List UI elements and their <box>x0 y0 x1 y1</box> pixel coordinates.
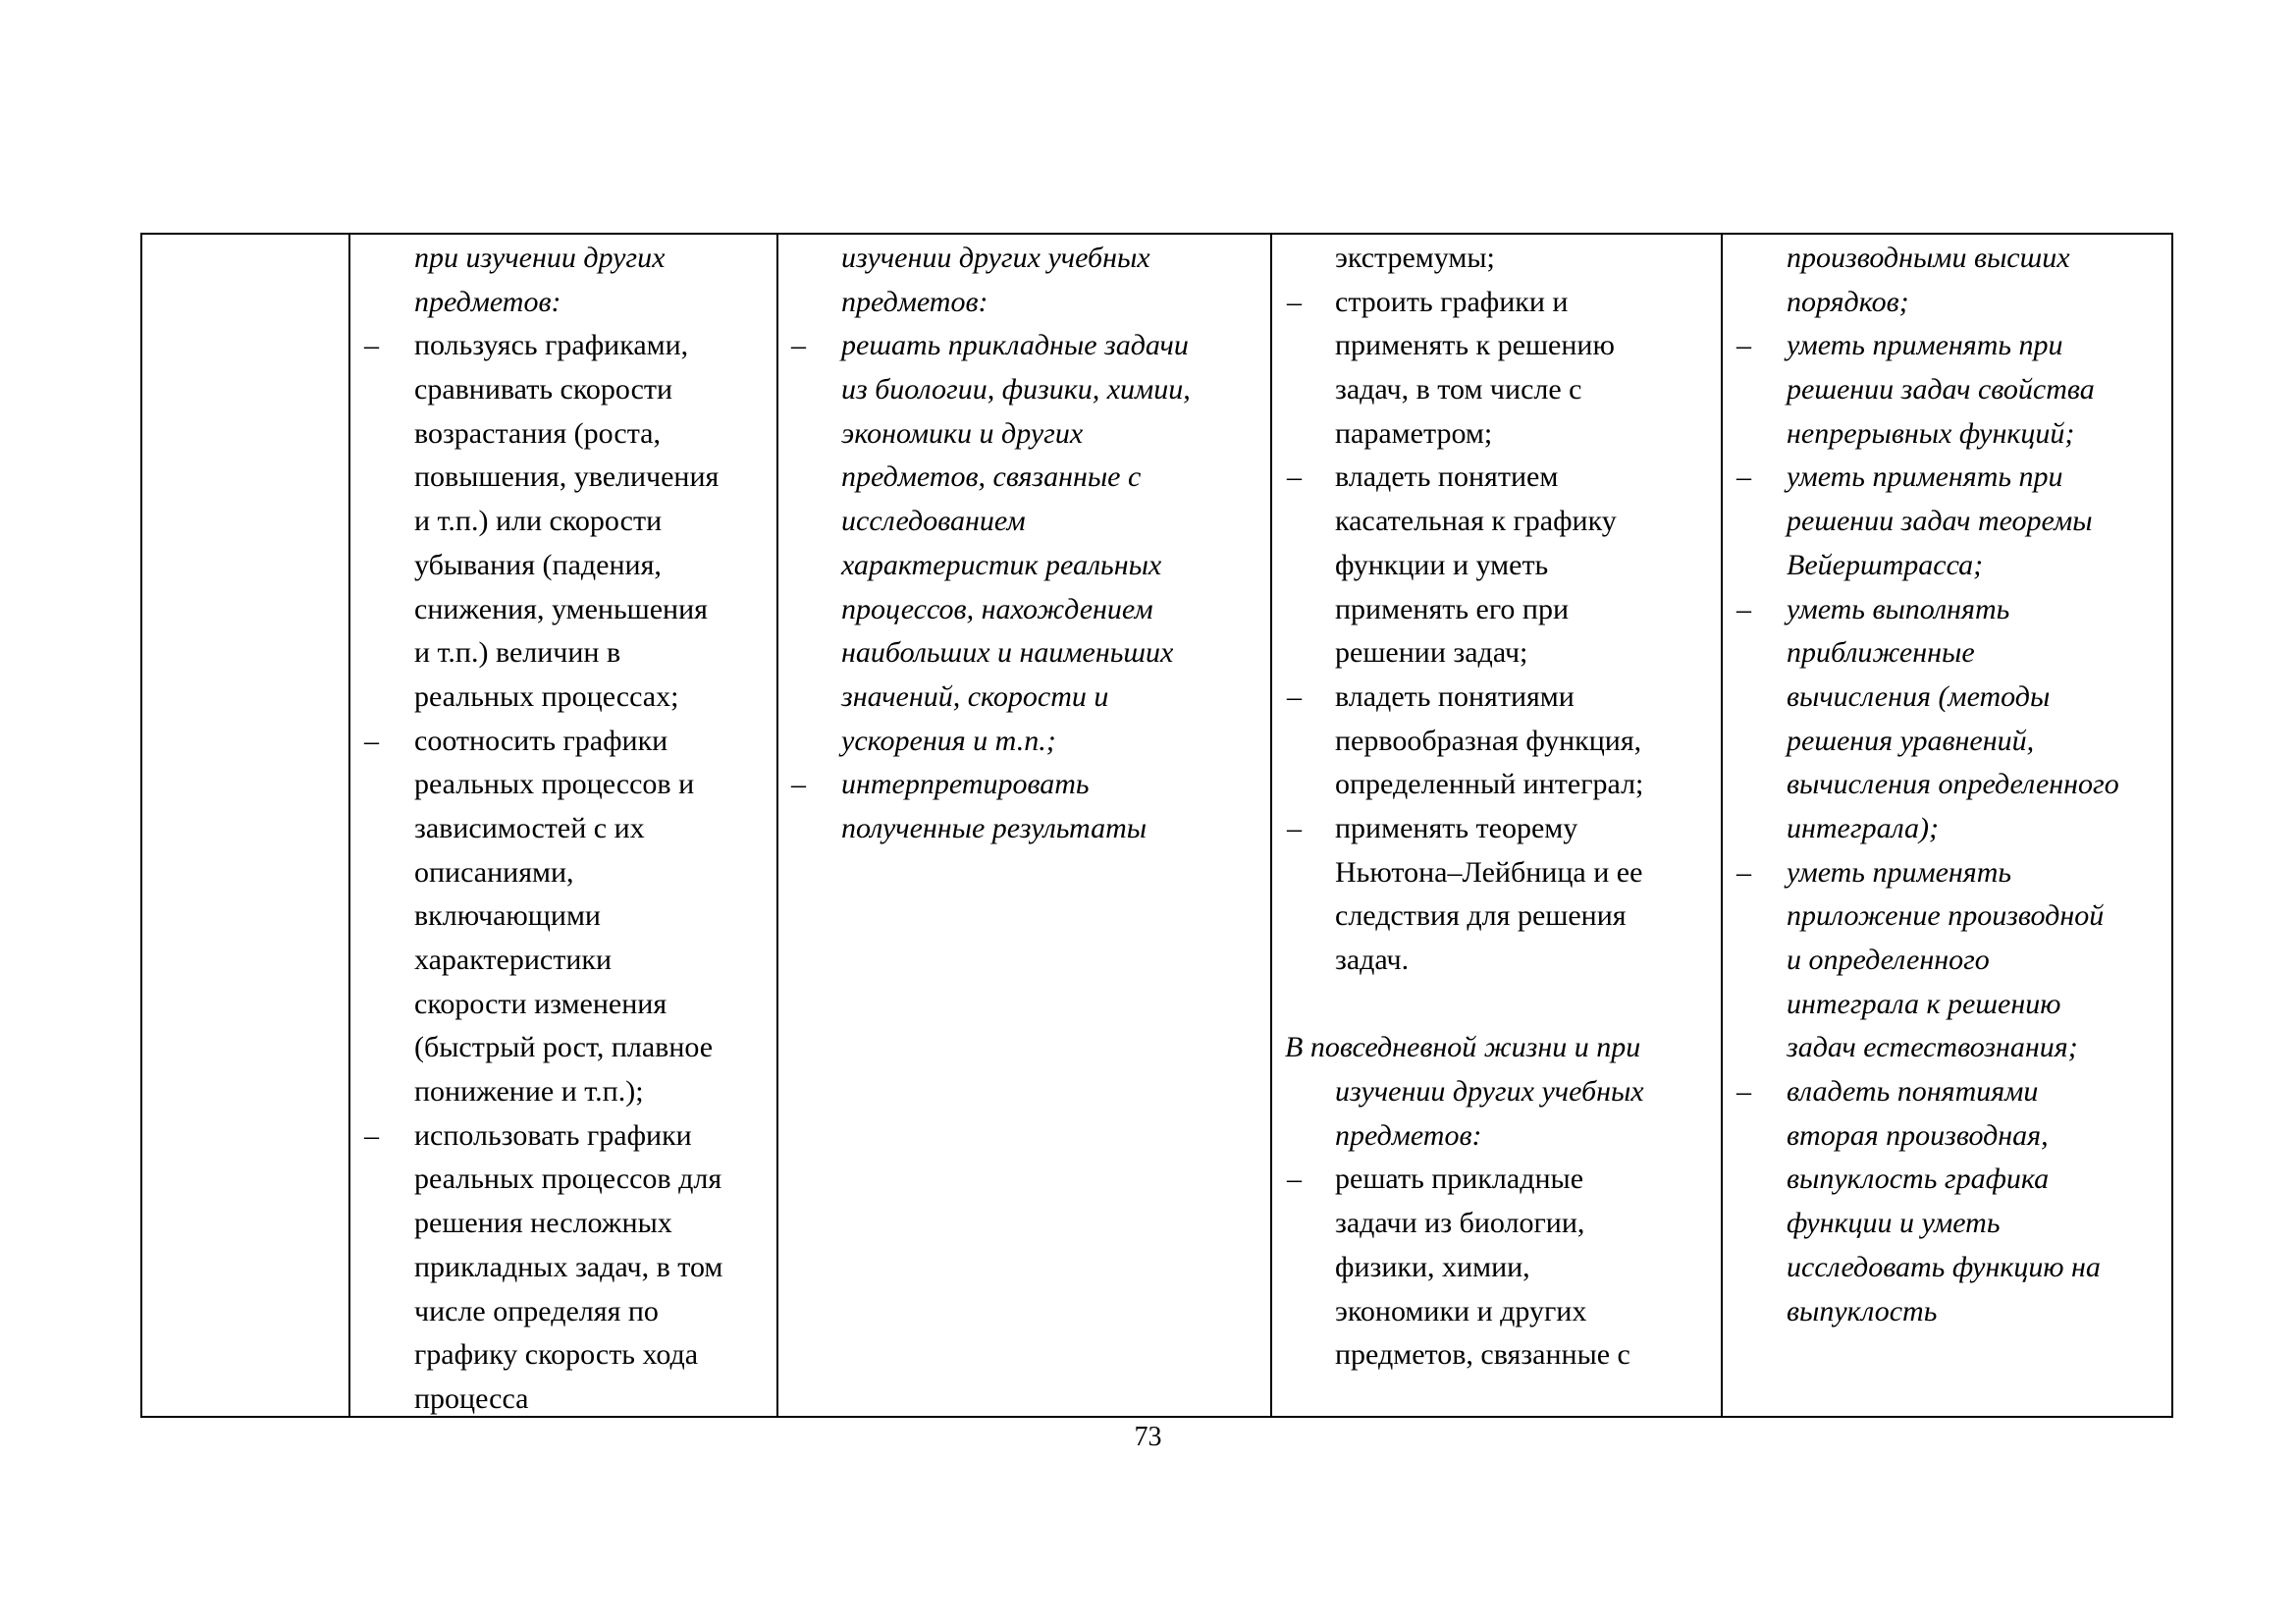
line-text: решения уравнений, <box>1787 724 2035 757</box>
cell-line <box>1723 1114 2171 1159</box>
line-text: решении задач; <box>1335 636 1528 670</box>
cell-line <box>1272 1158 1721 1202</box>
line-text: уметь применять при <box>1787 329 2063 362</box>
line-text: вторая производная, <box>1787 1118 2049 1152</box>
cell-line <box>778 631 1270 676</box>
cell-line <box>1723 939 2171 983</box>
line-text: и т.п.) или скорости <box>414 505 663 538</box>
cell-line <box>1272 983 1721 1027</box>
list-dash: – <box>1736 855 1751 889</box>
cell-line <box>350 676 776 720</box>
cell-line <box>350 1333 776 1378</box>
cell-line <box>778 368 1270 412</box>
curriculum-table <box>140 233 2173 1418</box>
line-text: владеть понятием <box>1335 460 1559 494</box>
line-text: снижения, уменьшения <box>414 592 708 625</box>
line-text: предметов: <box>841 285 988 318</box>
cell-line <box>350 851 776 895</box>
cell-line <box>1272 631 1721 676</box>
line-text: задач, в том числе с <box>1335 373 1582 406</box>
line-text: выпуклость графика <box>1787 1163 2050 1196</box>
line-text: экономики и других <box>1335 1294 1587 1327</box>
cell-line <box>1272 807 1721 851</box>
list-dash: – <box>364 329 379 362</box>
cell-line <box>1272 1070 1721 1114</box>
line-text: предметов: <box>414 285 561 318</box>
cell-line <box>1272 1202 1721 1246</box>
line-text: процессов, нахождением <box>841 592 1153 625</box>
line-text: физики, химии, <box>1335 1250 1530 1283</box>
line-text: порядков; <box>1787 285 1909 318</box>
line-text: убывания (падения, <box>414 548 662 581</box>
cell-line <box>1723 588 2171 632</box>
cell-line <box>1723 1246 2171 1290</box>
line-text: предметов: <box>1335 1118 1482 1152</box>
line-text: владеть понятиями <box>1335 679 1575 713</box>
cell-line <box>350 237 776 281</box>
cell-line <box>350 412 776 457</box>
cell-line <box>1723 851 2171 895</box>
table-column-2 <box>778 235 1272 1416</box>
line-text: параметром; <box>1335 416 1493 450</box>
cell-line <box>1272 237 1721 281</box>
cell-line <box>1272 500 1721 544</box>
cell-line <box>1723 1202 2171 1246</box>
cell-line <box>350 500 776 544</box>
line-text: следствия для решения <box>1335 899 1627 933</box>
line-text: владеть понятиями <box>1787 1075 2039 1109</box>
line-text: соотносить графики <box>414 724 668 757</box>
cell-line <box>350 1202 776 1246</box>
list-dash: – <box>364 1118 379 1152</box>
line-text: понижение и т.п.); <box>414 1075 644 1109</box>
line-text: повышения, увеличения <box>414 460 720 494</box>
cell-line <box>350 588 776 632</box>
line-text: описаниями, <box>414 855 574 889</box>
line-text: решении задач свойства <box>1787 373 2095 406</box>
cell-line <box>778 544 1270 588</box>
cell-line <box>1272 368 1721 412</box>
cell-line <box>1723 1070 2171 1114</box>
line-text: Ньютона–Лейбница и ее <box>1335 855 1643 889</box>
cell-line <box>1272 281 1721 325</box>
cell-line <box>1723 500 2171 544</box>
line-text: уметь применять при <box>1787 460 2063 494</box>
cell-line <box>1272 894 1721 939</box>
cell-line <box>778 720 1270 764</box>
list-dash: – <box>1736 460 1751 494</box>
table-column-0 <box>142 235 350 1416</box>
table-column-4 <box>1723 235 2171 1416</box>
cell-line <box>350 894 776 939</box>
cell-line <box>1723 281 2171 325</box>
list-dash: – <box>791 329 806 362</box>
line-text: функции и уметь <box>1787 1207 2001 1240</box>
list-dash: – <box>364 724 379 757</box>
list-dash: – <box>791 768 806 801</box>
cell-line <box>350 368 776 412</box>
cell-line <box>778 412 1270 457</box>
cell-line <box>350 324 776 368</box>
cell-line <box>1272 939 1721 983</box>
line-text: уметь применять <box>1787 855 2012 889</box>
line-text: полученные результаты <box>841 811 1148 844</box>
list-dash: – <box>1736 1075 1751 1109</box>
line-text: интеграла); <box>1787 811 1939 844</box>
cell-line <box>350 939 776 983</box>
cell-line <box>1723 324 2171 368</box>
cell-line <box>1272 720 1721 764</box>
list-dash: – <box>1287 285 1302 318</box>
line-text: решения несложных <box>414 1207 672 1240</box>
line-text: реальных процессов и <box>414 768 695 801</box>
cell-line <box>1272 1114 1721 1159</box>
line-text: зависимостей с их <box>414 811 645 844</box>
cell-line <box>778 237 1270 281</box>
cell-line <box>1272 588 1721 632</box>
cell-line <box>1272 1026 1721 1070</box>
cell-line <box>1272 1290 1721 1334</box>
cell-line <box>350 544 776 588</box>
cell-line <box>1723 720 2171 764</box>
cell-line <box>1272 1246 1721 1290</box>
cell-line <box>350 1246 776 1290</box>
cell-line <box>778 763 1270 807</box>
line-text: ускорения и т.п.; <box>841 724 1056 757</box>
line-text: уметь выполнять <box>1787 592 2010 625</box>
line-text: числе определяя по <box>414 1294 659 1327</box>
line-text: определенный интеграл; <box>1335 768 1644 801</box>
line-text: строить графики и <box>1335 285 1569 318</box>
line-text: характеристики <box>414 944 613 976</box>
line-text: задачи из биологии, <box>1335 1207 1585 1240</box>
line-text: реальных процессах; <box>414 679 679 713</box>
line-text: экономики и других <box>841 416 1084 450</box>
line-text: исследованием <box>841 505 1026 538</box>
line-text: предметов, связанные с <box>841 460 1142 494</box>
cell-line <box>1272 412 1721 457</box>
list-dash: – <box>1287 1163 1302 1196</box>
cell-line <box>1272 1333 1721 1378</box>
line-text: возрастания (роста, <box>414 416 661 450</box>
cell-line <box>350 720 776 764</box>
line-text: первообразная функция, <box>1335 724 1642 757</box>
cell-line <box>350 1070 776 1114</box>
cell-line <box>1723 676 2171 720</box>
cell-line <box>1272 851 1721 895</box>
list-dash: – <box>1287 679 1302 713</box>
line-text: приложение производной <box>1787 899 2105 933</box>
line-text: прикладных задач, в том <box>414 1250 723 1283</box>
line-text: изучении других учебных <box>841 242 1150 274</box>
table-column-3 <box>1272 235 1723 1416</box>
line-text: исследовать функцию на <box>1787 1250 2101 1283</box>
cell-line <box>1272 324 1721 368</box>
line-text: включающими <box>414 899 601 933</box>
line-text: непрерывных функций; <box>1787 416 2075 450</box>
cell-line <box>1723 983 2171 1027</box>
line-text: решать прикладные задачи <box>841 329 1189 362</box>
line-text: решать прикладные <box>1335 1163 1584 1196</box>
line-text: из биологии, физики, химии, <box>841 373 1191 406</box>
line-text: интерпретировать <box>841 768 1090 801</box>
line-text: при изучении других <box>414 242 666 274</box>
line-text: задач. <box>1335 944 1410 976</box>
line-text: приближенные <box>1787 636 1975 670</box>
line-text: характеристик реальных <box>841 548 1162 581</box>
cell-line <box>350 631 776 676</box>
cell-line <box>350 456 776 500</box>
line-text: В повседневной жизни и при <box>1285 1031 1641 1064</box>
cell-line <box>1723 237 2171 281</box>
line-text: выпуклость <box>1787 1294 1938 1327</box>
cell-line <box>1723 894 2171 939</box>
line-text: изучении других учебных <box>1335 1075 1644 1109</box>
line-text: пользуясь графиками, <box>414 329 689 362</box>
cell-line <box>1723 456 2171 500</box>
cell-line <box>350 281 776 325</box>
cell-line <box>1723 1026 2171 1070</box>
line-text: применять его при <box>1335 592 1570 625</box>
line-text: применять к решению <box>1335 329 1615 362</box>
cell-line <box>350 1158 776 1202</box>
line-text: реальных процессов для <box>414 1163 722 1196</box>
line-text: использовать графики <box>414 1118 692 1152</box>
line-text: и т.п.) величин в <box>414 636 621 670</box>
line-text: задач естествознания; <box>1787 1031 2078 1064</box>
line-text: Вейерштрасса; <box>1787 548 1984 581</box>
cell-line <box>350 1026 776 1070</box>
line-text: скорости изменения <box>414 987 667 1020</box>
cell-line <box>778 456 1270 500</box>
cell-line <box>1272 763 1721 807</box>
line-text: применять теорему <box>1335 811 1578 844</box>
cell-line <box>1723 763 2171 807</box>
line-text: графику скорость хода <box>414 1338 699 1372</box>
cell-line <box>350 807 776 851</box>
line-text: решении задач теоремы <box>1787 505 2093 538</box>
cell-line <box>1272 676 1721 720</box>
line-text: производными высших <box>1787 242 2070 274</box>
cell-line <box>1272 456 1721 500</box>
line-text: экстремумы; <box>1335 242 1495 274</box>
list-dash: – <box>1736 329 1751 362</box>
line-text: интеграла к решению <box>1787 987 2061 1020</box>
cell-line <box>350 763 776 807</box>
cell-line <box>1723 1290 2171 1334</box>
line-text: сравнивать скорости <box>414 373 673 406</box>
cell-line <box>778 500 1270 544</box>
table-column-1 <box>350 235 778 1416</box>
line-text: предметов, связанные с <box>1335 1338 1630 1372</box>
cell-line <box>1723 631 2171 676</box>
cell-line <box>350 1290 776 1334</box>
list-dash: – <box>1287 811 1302 844</box>
list-dash: – <box>1287 460 1302 494</box>
cell-line <box>350 1114 776 1159</box>
cell-line <box>778 324 1270 368</box>
line-text: вычисления определенного <box>1787 768 2119 801</box>
cell-line <box>1723 412 2171 457</box>
cell-line <box>1723 544 2171 588</box>
page-number: 73 <box>1134 1422 1162 1452</box>
line-text: (быстрый рост, плавное <box>414 1031 714 1064</box>
cell-line <box>1723 807 2171 851</box>
line-text: вычисления (методы <box>1787 679 2051 713</box>
cell-line <box>778 807 1270 851</box>
line-text: значений, скорости и <box>841 679 1109 713</box>
cell-line <box>778 588 1270 632</box>
line-text: процесса <box>414 1381 529 1415</box>
line-text: функции и уметь <box>1335 548 1549 581</box>
cell-line <box>778 676 1270 720</box>
cell-line <box>350 983 776 1027</box>
cell-line <box>1723 368 2171 412</box>
cell-line <box>350 1378 776 1416</box>
cell-line <box>1723 1158 2171 1202</box>
list-dash: – <box>1736 592 1751 625</box>
line-text: касательная к графику <box>1335 505 1617 538</box>
cell-line <box>1272 544 1721 588</box>
line-text: наибольших и наименьших <box>841 636 1174 670</box>
cell-line <box>778 281 1270 325</box>
line-text: и определенного <box>1787 944 1990 976</box>
